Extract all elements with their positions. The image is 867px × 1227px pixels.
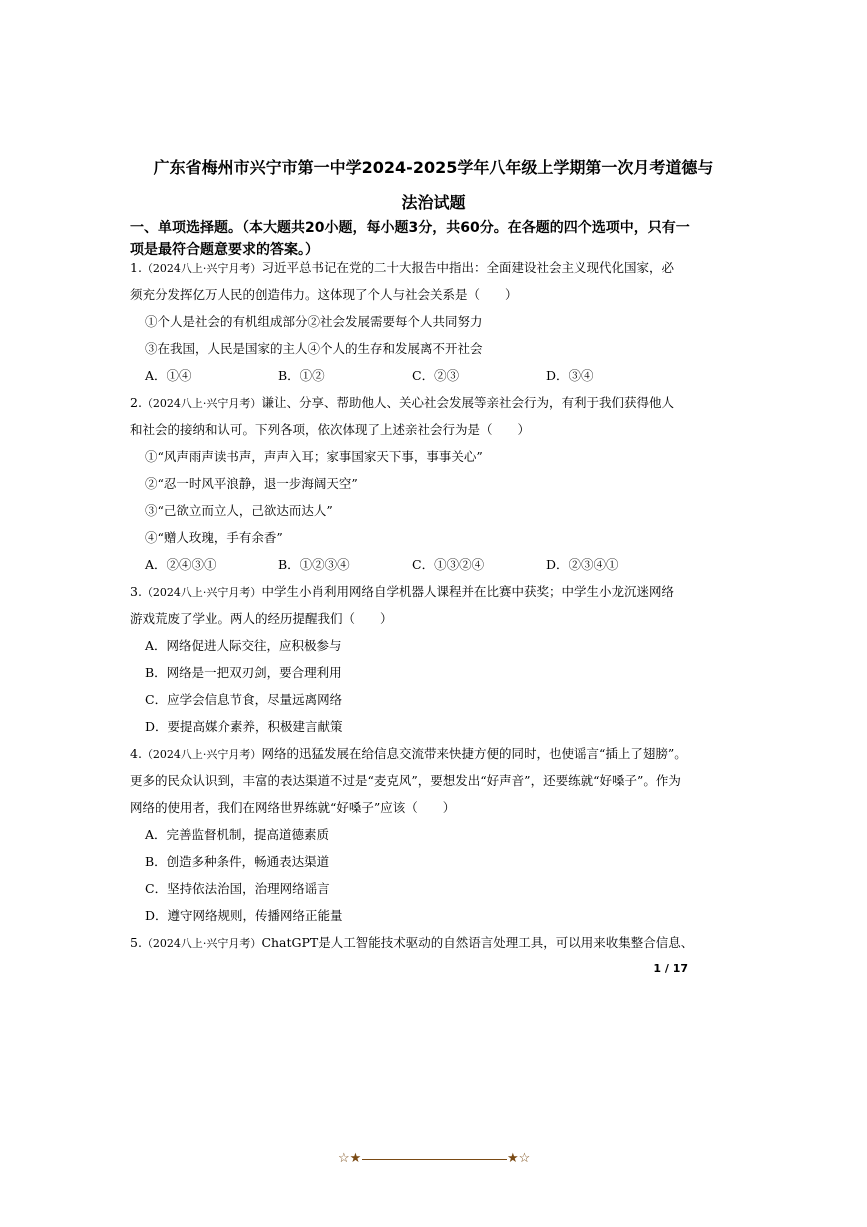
- q1-statement-2: ③在我国，人民是国家的主人④个人的生存和发展离不开社会: [145, 341, 483, 356]
- q4-line3: 网络的使用者，我们在网络世界练就“好嗓子”应该（ ）: [130, 800, 456, 815]
- q4-option-b[interactable]: B．创造多种条件，畅通表达渠道: [145, 854, 330, 869]
- page-number: 1 / 17: [653, 962, 688, 975]
- q4-option-c[interactable]: C．坚持依法治国，治理网络谣言: [145, 881, 330, 896]
- q2-option-b[interactable]: B．①②③④: [278, 557, 350, 572]
- q1-option-b[interactable]: B．①②: [278, 368, 325, 383]
- star-icon-left: ☆★: [338, 1151, 362, 1166]
- q2-statement-4: ④“赠人玫瑰，手有余香”: [145, 530, 283, 545]
- q4-option-d[interactable]: D．遵守网络规则，传播网络正能量: [145, 908, 343, 923]
- section-heading: 一、单项选择题。（本大题共20小题，每小题3分，共60分。在各题的四个选项中，只有一项是最符合题意要求的答案。）: [130, 220, 690, 258]
- q5-line1: 5.（2024八上·兴宁月考）ChatGPT是人工智能技术驱动的自然语言处理工具，可以用来收集整合信息、: [130, 935, 694, 950]
- q1-option-a[interactable]: A．①④: [145, 368, 192, 383]
- q4-line1: 4.（2024八上·兴宁月考）网络的迅猛发展在给信息交流带来快捷方便的同时，也使谣言“插上了翅膀”。: [130, 746, 687, 761]
- q3-option-c[interactable]: C．应学会信息节食，尽量远离网络: [145, 692, 343, 707]
- q1-option-c[interactable]: C．②③: [412, 368, 460, 383]
- q2-option-d[interactable]: D．②③④①: [546, 557, 619, 572]
- q2-option-a[interactable]: A．②④③①: [145, 557, 217, 572]
- q1-statement-1: ①个人是社会的有机组成部分②社会发展需要每个人共同努力: [145, 314, 483, 329]
- page-title-line2: 法治试题: [401, 193, 466, 212]
- q2-statement-3: ③“己欲立而立人，己欲达而达人”: [145, 503, 333, 518]
- q4-line2: 更多的民众认识到，丰富的表达渠道不过是“麦克风”，要想发出“好声音”，还要练就“好嗓子”。作为: [130, 773, 681, 788]
- q1-option-d[interactable]: D．③④: [546, 368, 594, 383]
- q3-option-b[interactable]: B．网络是一把双刃剑，要合理利用: [145, 665, 342, 680]
- q2-statement-2: ②“忍一时风平浪静，退一步海阔天空”: [145, 476, 358, 491]
- q1-line1: 1.（2024八上·兴宁月考）习近平总书记在党的二十大报告中指出：全面建设社会主义现代化国家，必: [130, 260, 674, 275]
- q2-statement-1: ①“风声雨声读书声，声声入耳；家事国家天下事，事事关心”: [145, 449, 483, 464]
- star-icon-right: ★☆: [507, 1151, 531, 1166]
- q2-line2: 和社会的接纳和认可。下列各项，依次体现了上述亲社会行为是（ ）: [130, 422, 531, 437]
- q3-line1: 3.（2024八上·兴宁月考）中学生小肖利用网络自学机器人课程并在比赛中获奖；中学生小龙沉迷网络: [130, 584, 674, 599]
- q4-option-a[interactable]: A．完善监督机制，提高道德素质: [145, 827, 330, 842]
- q2-line1: 2.（2024八上·兴宁月考）谦让、分享、帮助他人、关心社会发展等亲社会行为，有利于我们获得他人: [130, 395, 674, 410]
- footer-ornament: [338, 1150, 533, 1170]
- q3-line2: 游戏荒废了学业。两人的经历提醒我们（ ）: [130, 611, 393, 626]
- q3-option-a[interactable]: A．网络促进人际交往，应积极参与: [145, 638, 342, 653]
- page-title-line1: 广东省梅州市兴宁市第一中学2024-2025学年八年级上学期第一次月考道德与: [153, 158, 714, 177]
- q1-line2: 须充分发挥亿万人民的创造伟力。这体现了个人与社会关系是（ ）: [130, 287, 518, 302]
- q2-option-c[interactable]: C．①③②④: [412, 557, 485, 572]
- q3-option-d[interactable]: D．要提高媒介素养，积极建言献策: [145, 719, 343, 734]
- footer-divider: [362, 1159, 507, 1160]
